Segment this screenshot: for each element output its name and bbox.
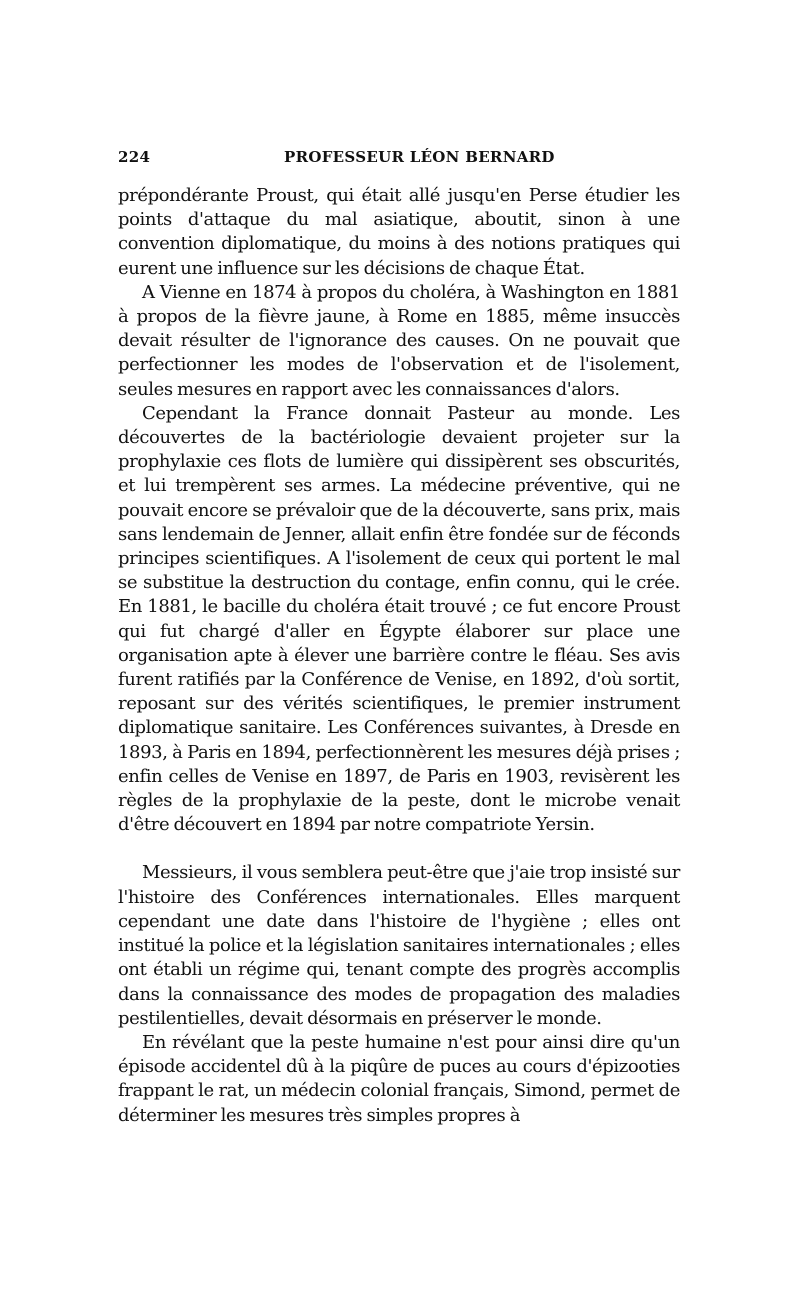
paragraph-continuation: prépondérante Proust, qui était allé jusqu'en Perse étudier les points d'attaque du mal asiatique, aboutit, sinon à une convention diplomatique, du moins à des notions pratiques qui eurent une influence sur les décisions de chaque État. [118,185,680,279]
paragraph-pasteur-bacteriology: Cependant la France donnait Pasteur au monde. Les découvertes de la bactériologie devaient projeter sur la prophylaxie ces flots de lumière qui dissipèrent ses obscurités, et lui trempèrent ses armes. La médecine préventive, qui ne pouvait encore se prévaloir que de la découverte, sans prix, mais sans lendemain de Jenner, allait enfin être fondée sur de féconds principes scientifiques. A l'isolement de ceux qui portent le mal se substitue la destruction du contage, enfin connu, qui le crée. En 1881, le bacille du choléra était trouvé ; ce fut encore Proust qui fut chargé d'aller en Égypte élaborer sur place une organisation apte à élever une barrière contre le fléau. Ses avis furent ratifiés par la Conférence de Venise, en 1892, d'où sortit, reposant sur des vérités scientifiques, le premier instrument diplomatique sanitaire. Les Conférences suivantes, à Dresde en 1893, à Paris en 1894, perfectionnèrent les mesures déjà prises ; enfin celles de Venise en 1897, de Paris en 1903, revisèrent les règles de la prophylaxie de la peste, dont le microbe venait d'être découvert en 1894 par notre compatriote Yersin. [118,402,680,836]
paragraph-international-conferences: Messieurs, il vous semblera peut-être que j'aie trop insisté sur l'histoire des Conférences internationales. Elles marquent cependant une date dans l'histoire de l'hygiène ; elles ont institué la police et la législation sanitaires internationales ; elles ont établi un régime qui, tenant compte des progrès accomplis dans la connaissance des modes de propagation des maladies pestilentielles, devait désormais en préserver le monde. [118,862,680,1029]
running-head [118,148,680,172]
running-title: PROFESSEUR LÉON BERNARD [284,148,555,166]
page-number: 224 [118,148,151,166]
paragraph-plague-simond: En révélant que la peste humaine n'est pour ainsi dire qu'un épisode accidentel dû à la piqûre de puces au cours d'épizooties frappant le rat, un médecin colonial français, Simond, permet de déterminer les mesures très simples propres à [118,1031,680,1126]
body-text [118,184,680,1128]
paragraph-vienna-conferences: A Vienne en 1874 à propos du choléra, à Washington en 1881 à propos de la fièvre jaune, à Rome en 1885, même insuccès devait résulter de l'ignorance des causes. On ne pouvait que perfectionner les modes de l'observation et de l'isolement, seules mesures en rapport avec les connaissances d'alors. [118,281,680,400]
